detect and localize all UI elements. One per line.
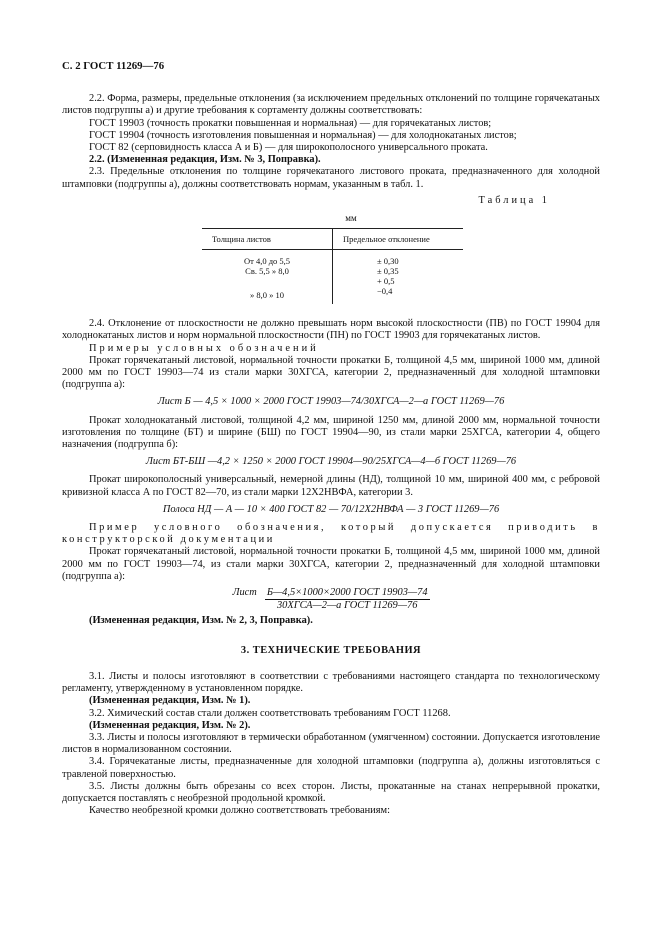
clause-3-2-edit: (Измененная редакция, Изм. № 2). (89, 719, 251, 731)
clause-3-1: 3.1. Листы и полосы изготовляют в соответствии с требованиями настоящего стандарта по технологическому регламенту, утвержденному в установленном порядке. (62, 670, 600, 695)
tolerance-table (202, 228, 463, 304)
example-1-formula: Лист Б — 4,5 × 1000 × 2000 ГОСТ 19903—74/30ХГСА—2—а ГОСТ 11269—76 (157, 396, 505, 408)
clause-2-2-edit: 2.2. (Измененная редакция, Изм. № 3, Поправка). (89, 154, 321, 166)
table-cell: + 0,5 (377, 276, 395, 287)
example-1: Прокат горячекатаный листовой, нормальной точности прокатки Б, толщиной 4,5 мм, шириной 1000 мм, длиной 2000 мм по ГОСТ 19903—74 из стали марки 30ХГСА, категории 2, предназначенный для холодной штамповки (подгруппа а): (62, 354, 600, 391)
example-3-formula: Полоса НД — А — 10 × 400 ГОСТ 82 — 70/12Х2НВФА — 3 ГОСТ 11269—76 (162, 503, 500, 515)
clause-3-5: 3.5. Листы должны быть обрезаны со всех сторон. Листы, прокатанные на станах непрерывной прокатки, допускается поставлять с необрезной продольной кромкой. (62, 780, 600, 804)
page-header: С. 2 ГОСТ 11269—76 (62, 60, 165, 72)
formula-denominator: 30ХГСА—2—а ГОСТ 11269—76 (276, 600, 418, 612)
examples-title: Примеры условных обозначений (89, 342, 319, 354)
example-2-formula: Лист БТ-БШ —4,2 × 1250 × 2000 ГОСТ 19904—90/25ХГСА—4—б ГОСТ 11269—76 (145, 456, 517, 468)
gost-item-3: ГОСТ 82 (серповидность класса А и Б) — для широкополосного универсального проката. (89, 142, 488, 154)
table-cell: −0,4 (377, 286, 393, 297)
clause-2-2: 2.2. Форма, размеры, предельные отклонения (за исключением предельных отклонений по толщине горячекатаных листов подгруппы а) и другие требования к сортаменту должны соответствовать: (62, 93, 600, 117)
example-doc-title: Пример условного обозначения, который допускается приводить в конструкторской документации (62, 522, 600, 546)
clause-3-4: 3.4. Горячекатаные листы, предназначенные для холодной штамповки (подгруппа а), должны изготовляться с травленой поверхностью. (62, 756, 600, 780)
table-unit: мм (345, 213, 357, 224)
table-cell: ± 0,35 (377, 266, 399, 277)
clause-2-3: 2.3. Предельные отклонения по толщине горячекатаного листового проката, предназначенного для холодной штамповки (подгруппы а), должны соответствовать нормам, указанным в табл. 1. (62, 166, 600, 190)
section-3-title: 3. ТЕХНИЧЕСКИЕ ТРЕБОВАНИЯ (240, 644, 422, 656)
table-caption: Таблица 1 (478, 194, 550, 206)
clause-2-4: 2.4. Отклонение от плоскостности не должно превышать норм высокой плоскостности (ПВ) по ГОСТ 19904 для холоднокатаных листов и норм нормальной плоскостности (ПН) по ГОСТ 19903 для горячекатаных листов. (62, 318, 600, 342)
example-4-formula (62, 587, 600, 612)
table-header-thickness: Толщина листов (202, 229, 333, 250)
document-page (62, 60, 600, 817)
table-cell: От 4,0 до 5,5 (243, 256, 291, 267)
table-header-deviation: Предельное отклонение (333, 229, 464, 250)
clause-3-1-edit: (Измененная редакция, Изм. № 1). (89, 695, 251, 707)
formula-label: Лист (232, 587, 257, 599)
clause-3-3: 3.3. Листы и полосы изготовляют в термически обработанном (умягченном) состоянии. Допускается изготовление листов в нормализованном состоянии. (62, 731, 600, 756)
edit-note-2: (Измененная редакция, Изм. № 2, 3, Поправка). (89, 614, 313, 626)
formula-numerator: Б—4,5×1000×2000 ГОСТ 19903—74 (265, 587, 430, 600)
example-3: Прокат широкополосный универсальный, немерной длины (НД), толщиной 10 мм, шириной 400 мм, с ребровой кривизной класса А по ГОСТ 82—70, из стали марки 12Х2НВФА, категории 3. (62, 474, 600, 498)
example-4: Прокат горячекатаный листовой, нормальной точности прокатки Б, толщиной 4,5 мм, шириной 1000 мм, длиной 2000 мм по ГОСТ 19903—74, из стали марки 30ХГСА, категории 2, предназначенный для холодной штамповки (подгруппа а): (62, 546, 600, 582)
table-cell: Св. 5,5 » 8,0 (245, 266, 289, 277)
clause-3-2: 3.2. Химический состав стали должен соответствовать требованиям ГОСТ 11268. (89, 707, 451, 719)
table-row (202, 250, 463, 305)
example-2: Прокат холоднокатаный листовой, толщиной 4,2 мм, шириной 1250 мм, длиной 2000 мм, нормальной точности изготовления по толщине (БТ) и ширине (БШ) по ГОСТ 19904—90, из стали марки 25ХГСА, категории 4, общего назначения (подгруппа б): (62, 414, 600, 451)
gost-item-1: ГОСТ 19903 (точность прокатки повышенная и нормальная) — для горячекатаных листов; (89, 117, 492, 129)
gost-item-2: ГОСТ 19904 (точность изготовления повышенная и нормальная) — для холоднокатаных листов; (89, 129, 517, 141)
table-cell: ± 0,30 (377, 256, 399, 267)
clause-3-5b: Качество необрезной кромки должно соответствовать требованиям: (89, 805, 390, 817)
table-cell: » 8,0 » 10 (250, 290, 284, 301)
